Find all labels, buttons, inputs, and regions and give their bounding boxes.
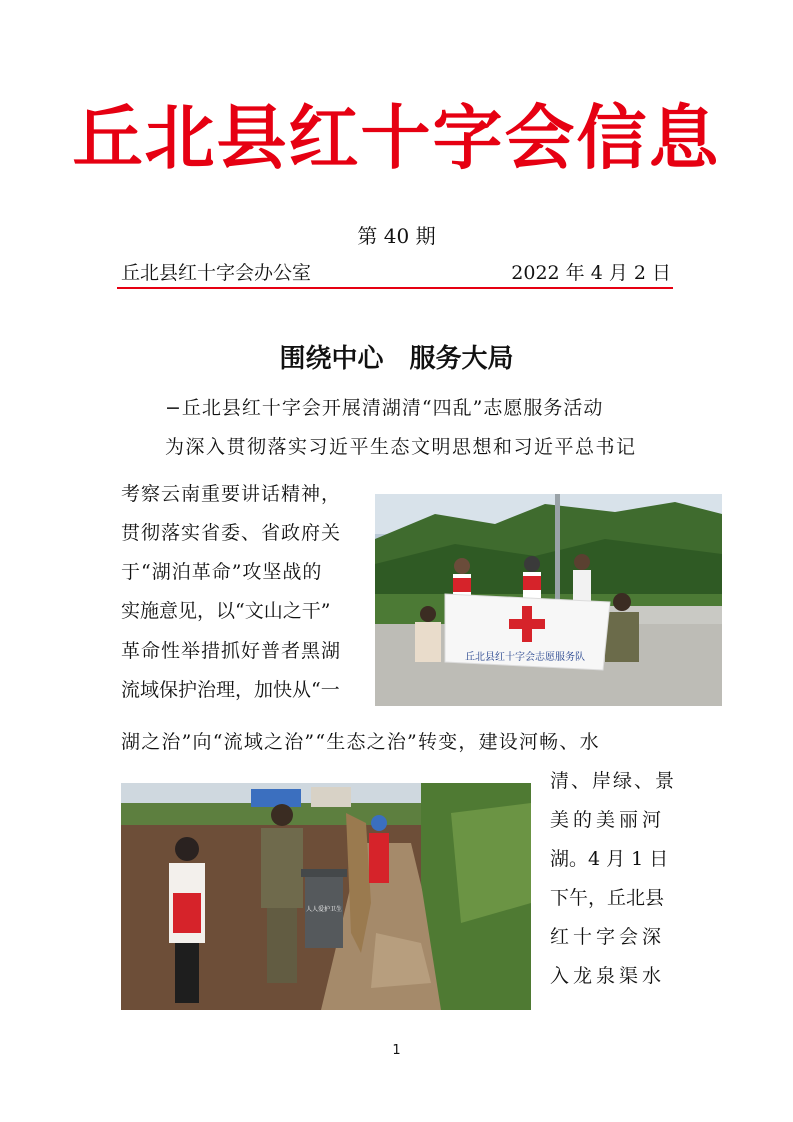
body-line: 实施意见，以“文山之干” — [121, 600, 331, 622]
banner-text: 丘北县红十字会志愿服务队 — [465, 652, 585, 663]
body-line: 流域保护治理，加快从“一 — [121, 679, 340, 701]
body-line: 于“湖泊革命”攻坚战的 — [121, 561, 323, 583]
issuing-office: 丘北县红十字会办公室 — [121, 262, 312, 284]
body-line: 革命性举措抓好普者黑湖 — [121, 640, 342, 662]
body-line: 湖。4 月 1 日 — [550, 848, 669, 870]
body-line: 清、岸绿、景 — [550, 770, 677, 792]
body-line: 湖之治”向“流域之治”“生态之治”转变，建设河畅、水 — [121, 731, 600, 753]
body-line: 下午，丘北县 — [550, 887, 665, 909]
masthead-title: 丘北县红十字会信息 — [72, 96, 721, 179]
article-subtitle: −丘北县红十字会开展清湖清“四乱”志愿服务活动 — [165, 397, 604, 419]
volunteer-banner-photo — [375, 494, 722, 706]
body-line: 红十字会深 — [550, 926, 666, 948]
issue-number: 第 40 期 — [357, 224, 436, 248]
bin-text: 人人爱护卫生 — [305, 906, 343, 913]
meta-row — [121, 258, 671, 284]
header-divider — [117, 287, 673, 289]
body-line: 考察云南重要讲话精神， — [121, 483, 342, 505]
article-title: 围绕中心 服务大局 — [279, 344, 514, 374]
cleanup-photo — [121, 783, 531, 1010]
body-line: 美的美丽河 — [550, 809, 666, 831]
page-number: 1 — [392, 1043, 401, 1058]
body-line: 为深入贯彻落实习近平生态文明思想和习近平总书记 — [165, 436, 637, 458]
body-line: 入龙泉渠水 — [550, 965, 666, 987]
body-line: 贯彻落实省委、省政府关 — [121, 522, 342, 544]
issue-date: 2022 年 4 月 2 日 — [511, 262, 671, 284]
